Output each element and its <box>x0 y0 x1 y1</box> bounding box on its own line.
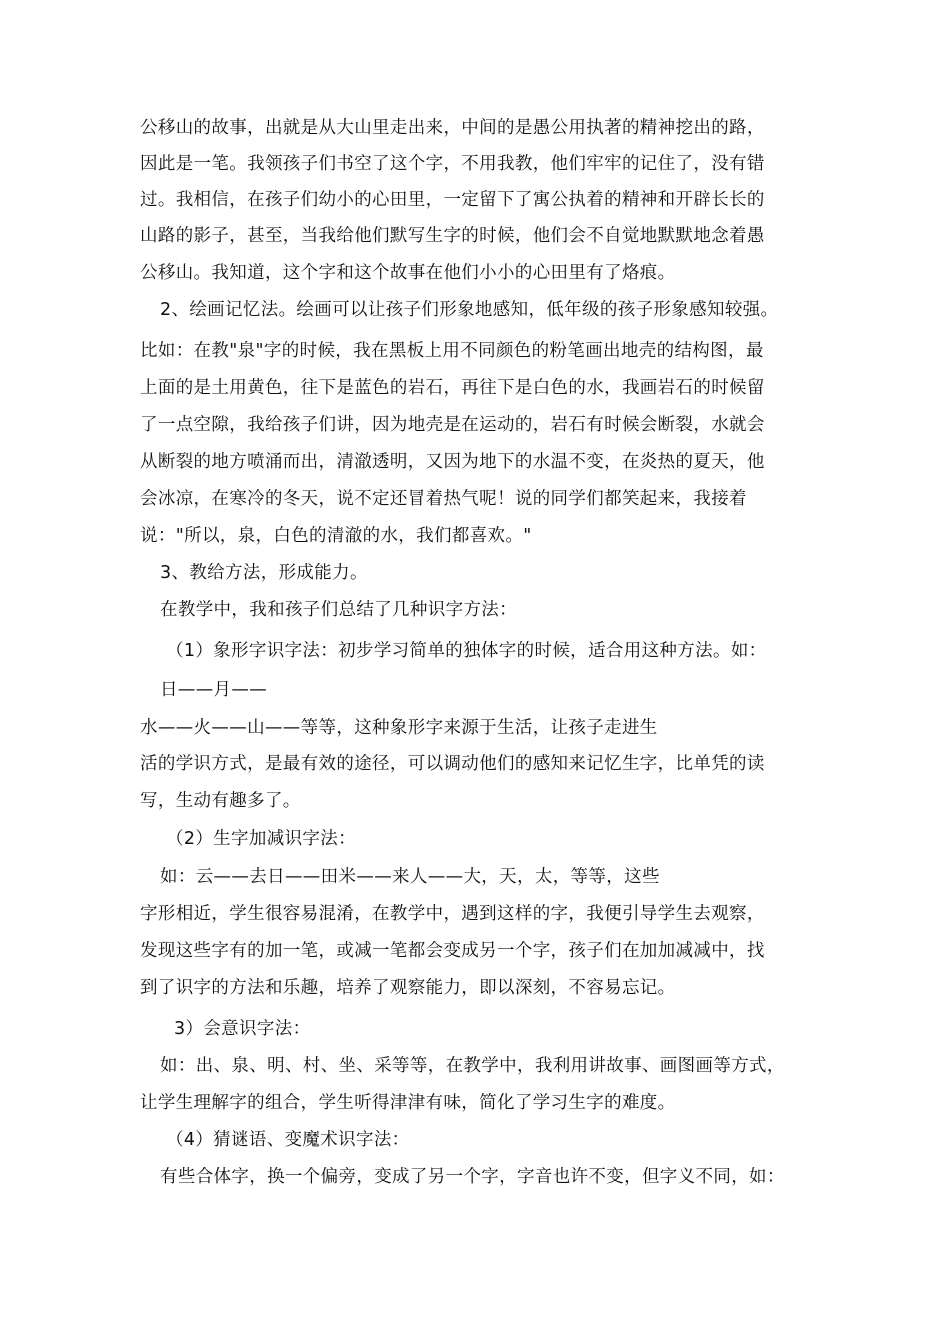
text-line: 写，生动有趣多了。 <box>140 791 301 811</box>
text-line: 到了识字的方法和乐趣，培养了观察能力，即以深刻，不容易忘记。 <box>140 978 676 998</box>
subheading-ideograph-method: 3）会意识字法： <box>174 1019 311 1039</box>
text-line: 上面的是土用黄色，往下是蓝色的岩石，再往下是白色的水，我画岩石的时候留 <box>140 378 765 398</box>
text-line: 活的学识方式，是最有效的途径，可以调动他们的感知来记忆生字，比单凭的读 <box>140 754 765 774</box>
text-line: 从断裂的地方喷涌而出，清澈透明，又因为地下的水温不变，在炎热的夏天，他 <box>140 452 765 472</box>
text-line: 有些合体字，换一个偏旁，变成了另一个字，字音也许不变，但字义不同，如： <box>160 1167 785 1187</box>
text-line: 如：出、泉、明、村、坐、采等等，在教学中，我利用讲故事、画图画等方式， <box>160 1056 785 1076</box>
section-heading-drawing-memory: 2、绘画记忆法。绘画可以让孩子们形象地感知，低年级的孩子形象感知较强。 <box>160 300 779 320</box>
text-line: 过。我相信，在孩子们幼小的心田里，一定留下了寓公执着的精神和开辟长长的 <box>140 190 765 210</box>
text-line: 水——火——山——等等，这种象形字来源于生活，让孩子走进生 <box>140 718 658 738</box>
text-line: 公移山。我知道，这个字和这个故事在他们小小的心田里有了烙痕。 <box>140 263 676 283</box>
text-line: 了一点空隙，我给孩子们讲，因为地壳是在运动的，岩石有时候会断裂，水就会 <box>140 415 765 435</box>
text-line: 公移山的故事，出就是从大山里走出来，中间的是愚公用执著的精神挖出的路， <box>140 118 765 138</box>
subheading-riddle-magic-method: （4）猜谜语、变魔术识字法： <box>166 1130 410 1150</box>
text-line: 会冰凉，在寒冷的冬天，说不定还冒着热气呢！说的同学们都笑起来，我接着 <box>140 489 747 509</box>
subheading-pictograph-method: （1）象形字识字法：初步学习简单的独体字的时候，适合用这种方法。如： <box>166 641 767 661</box>
text-line: 山路的影子，甚至，当我给他们默写生字的时候，他们会不自觉地默默地念着愚 <box>140 226 765 246</box>
text-line: 发现这些字有的加一笔，或减一笔都会变成另一个字，孩子们在加加减减中，找 <box>140 941 765 961</box>
subheading-add-subtract-method: （2）生字加减识字法： <box>166 829 356 849</box>
text-line: 让学生理解字的组合，学生听得津津有味，简化了学习生字的难度。 <box>140 1093 676 1113</box>
text-line: 日——月—— <box>160 680 268 700</box>
text-line: 因此是一笔。我领孩子们书空了这个字，不用我教，他们牢牢的记住了，没有错 <box>140 154 765 174</box>
text-line: 在教学中，我和孩子们总结了几种识字方法： <box>160 600 517 620</box>
text-line: 字形相近，学生很容易混淆，在教学中，遇到这样的字，我便引导学生去观察， <box>140 904 765 924</box>
section-heading-teaching-methods: 3、教给方法，形成能力。 <box>160 563 368 583</box>
text-line: 如：云——去日——田米——来人——大，天，太，等等，这些 <box>160 867 660 887</box>
text-line: 比如：在教"泉"字的时候，我在黑板上用不同颜色的粉笔画出地壳的结构图，最 <box>140 341 764 361</box>
text-line: 说："所以，泉，白色的清澈的水，我们都喜欢。" <box>140 526 532 546</box>
